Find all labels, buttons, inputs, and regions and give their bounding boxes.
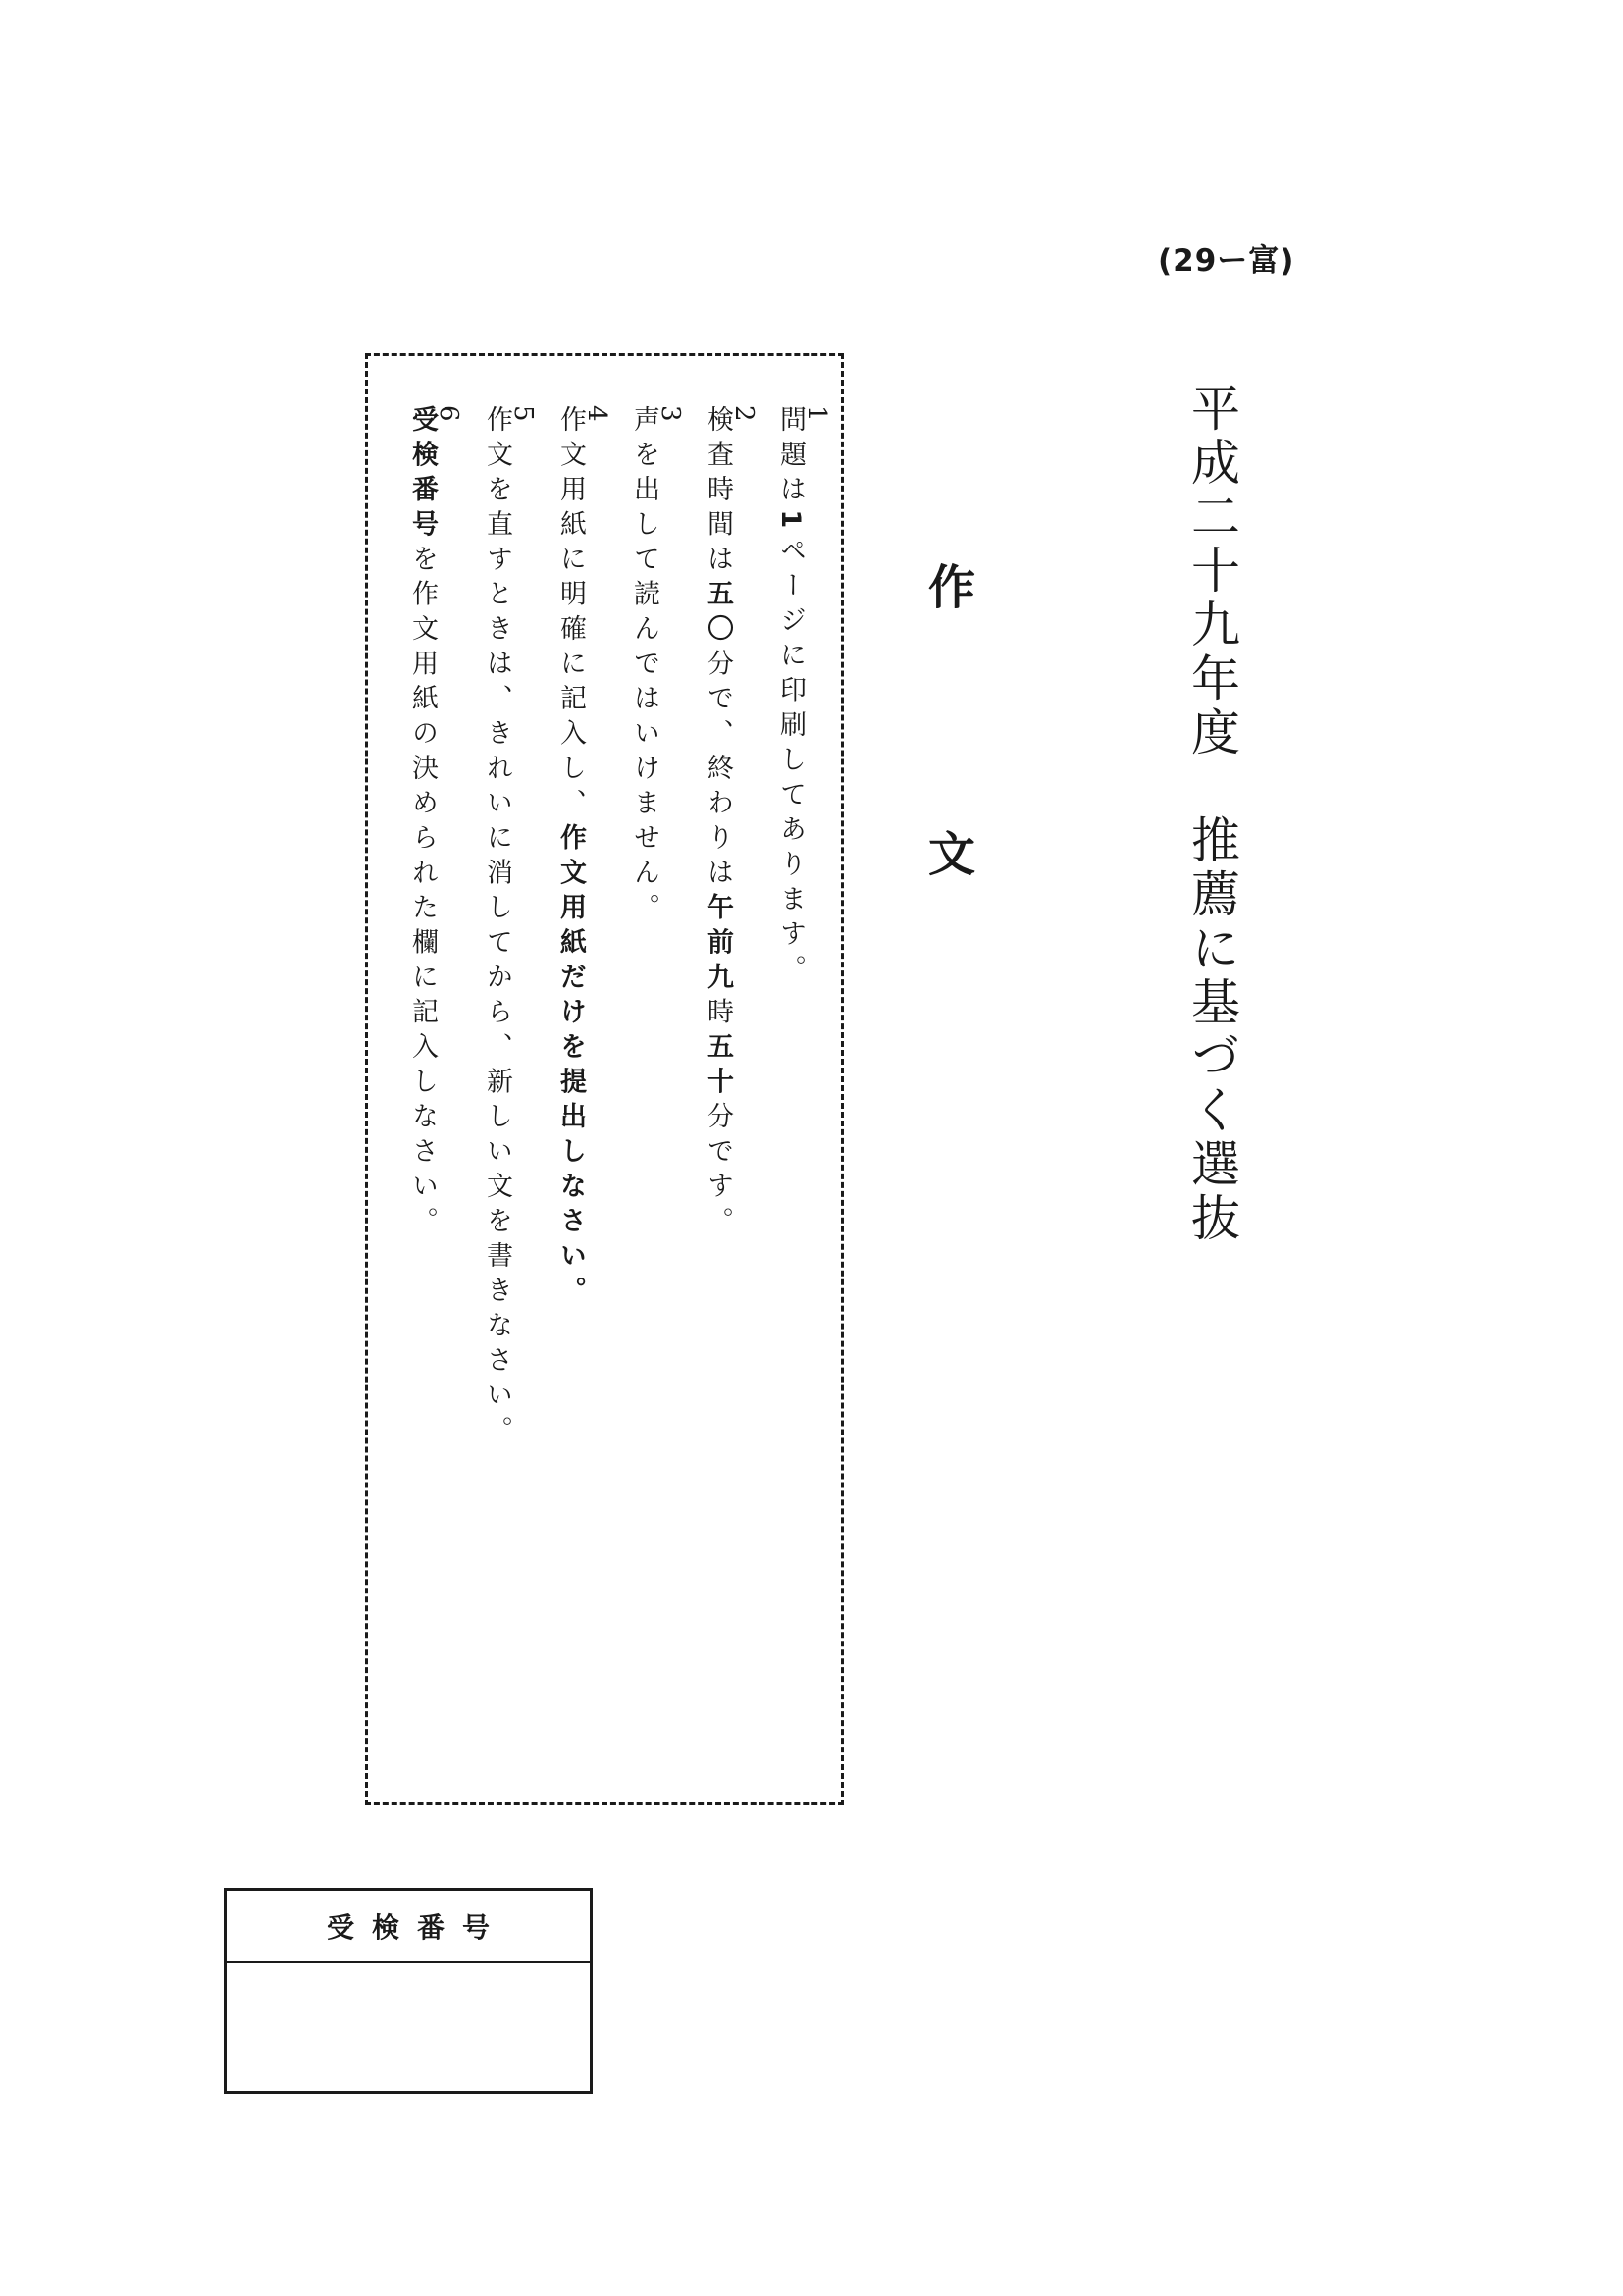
notice-item: [484, 405, 536, 1450]
notice-text-emphasis: 五十: [703, 1032, 733, 1102]
notice-text: 作文を直すときは、きれいに消してから、新しい文を書きなさい。: [482, 405, 512, 1450]
notice-text: 検査時間は: [703, 405, 733, 580]
notice-text: 作文用紙に明確に記入し、: [555, 405, 586, 823]
notice-text: 時: [703, 997, 733, 1032]
notice-item: [705, 405, 757, 1241]
notice-text-emphasis: 受検番号: [407, 405, 438, 545]
notice-text: 分です。: [703, 1102, 733, 1241]
exam-number-field[interactable]: [227, 1963, 590, 2091]
notice-number: 5: [508, 405, 538, 431]
notice-text-emphasis: 五〇: [703, 579, 733, 650]
subject-char: 作: [927, 560, 975, 615]
notice-number: 4: [582, 405, 611, 431]
page-title: 平成二十九年度 推薦に基づく選抜: [1183, 383, 1240, 1246]
notice-number: 6: [434, 405, 463, 431]
notice-number: 2: [729, 405, 759, 431]
instructions-box: [365, 353, 844, 1805]
notice-item: [777, 405, 829, 989]
notice-item: [631, 405, 683, 928]
notice-text-emphasis: 1: [775, 509, 806, 537]
notice-number: 1: [802, 405, 831, 431]
notice-text: 声を出して読んではいけません。: [629, 405, 659, 928]
notice-item: [557, 405, 609, 1311]
notice-text-emphasis: 作文用紙だけを提出しなさい。: [555, 823, 586, 1311]
exam-code: (29ー富): [1158, 243, 1295, 279]
exam-number-label: 受検番号: [227, 1891, 590, 1963]
exam-number-box: [224, 1888, 593, 2094]
notice-text: ページに印刷してあります。: [775, 536, 806, 990]
notice-text: を作文用紙の決められた欄に記入しなさい。: [407, 545, 438, 1241]
notice-text: 問題は: [775, 405, 806, 510]
notice-text: 分で、終わりは: [703, 649, 733, 893]
subject-title: [922, 560, 981, 882]
notice-item: [409, 405, 461, 1241]
notice-number: 3: [655, 405, 685, 431]
notice-text-emphasis: 午前九: [703, 893, 733, 998]
subject-char: 文: [927, 827, 975, 882]
